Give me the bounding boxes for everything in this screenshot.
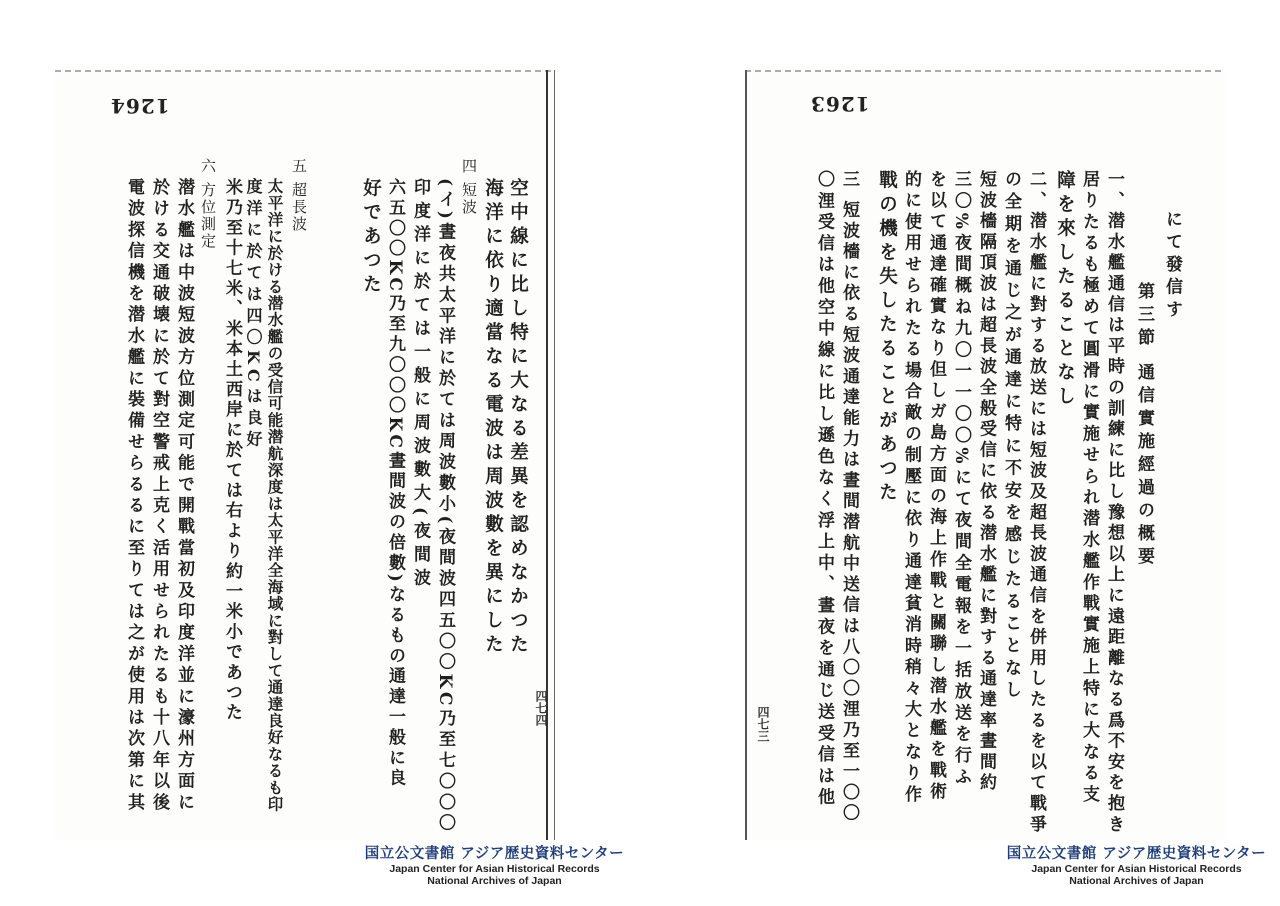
page-edge — [745, 70, 1225, 72]
page-edge — [55, 70, 555, 72]
archive-name-jp: 国立公文書館 アジア歴史資料センター — [1006, 846, 1267, 862]
text-column: 電波探信機を潜水艦に裝備せらるるに至りては之が使用は次第に其 — [124, 178, 144, 814]
archive-watermark — [352, 846, 637, 887]
text-column: 海洋に依り適當なる電波は周波數を異にした — [482, 178, 504, 658]
text-column: 好であつた — [360, 178, 382, 298]
archive-watermark — [994, 846, 1279, 887]
text-column: 的に使用せられたる場合敵の制壓に依り通達貧消時稍々大となり作 — [901, 170, 921, 806]
page-number: 1263 — [810, 92, 870, 116]
text-column: (イ)晝夜共太平洋に於ては周波數小(夜間波四五〇〇KC乃至七〇〇〇 — [435, 178, 455, 835]
text-column: 潜水艦は中波短波方位測定可能で開戰當初及印度洋並に濠州方面に — [174, 178, 194, 814]
text-column: 〇浬受信は他空中線に比し遜色なく浮上中、晝夜を通じ送受信は他 — [814, 170, 834, 809]
section-heading: 六 方位測定 — [199, 158, 217, 250]
folio-number: 四七四 — [534, 690, 548, 726]
text-column: 三〇%夜間概ね九〇一一〇〇%にて夜間全電報を一括放送を行ふ — [951, 170, 971, 789]
text-column: 印度洋に於ては一般に周波數大(夜間波 — [410, 178, 430, 593]
text-column: 六五〇〇KC乃至九〇〇〇KC晝間波の倍數)なるもの通達一般に良 — [385, 178, 405, 790]
text-column: 一、潜水艦通信は平時の訓練に比し豫想以上に遠距離なる爲不安を抱き — [1104, 170, 1124, 836]
section-heading: 五 超長波 — [290, 158, 308, 233]
chapter-heading: 第三節 通信實施經過の概要 — [1134, 282, 1154, 570]
text-column: 短波檣隔頂波は超長波全般受信に依る潜水艦に對する通達率晝間約 — [976, 170, 996, 794]
right-page — [745, 70, 1225, 840]
text-column: 空中線に比し特に大なる差異を認めなかつた — [507, 178, 529, 658]
archive-name-en-sub: National Archives of Japan — [1069, 874, 1204, 887]
page-number: 1264 — [110, 94, 170, 118]
archive-name-en-sub: National Archives of Japan — [427, 874, 562, 887]
left-page — [55, 70, 555, 840]
text-column: 米乃至十七米、米本土西岸に於ては右より約一米小であつた — [222, 178, 242, 724]
page-spine — [745, 70, 751, 840]
text-column: の全期を通じ之が通達に特に不安を感じたることなし — [1001, 170, 1021, 703]
folio-number: 四七三 — [756, 706, 770, 742]
text-column: 障を來したることなし — [1054, 170, 1076, 410]
text-column: 度洋に於ては四〇KCは良好 — [244, 178, 263, 452]
archive-name-jp: 国立公文書館 アジア歴史資料センター — [364, 846, 625, 862]
text-column: 太平洋に於ける潜水艦の受信可能潜航深度は太平洋全海域に對して通達良好なるも印 — [265, 178, 285, 813]
text-column: 居りたるも極めて圓滑に實施せられ潜水艦作戰實施上特に大なる支 — [1079, 170, 1099, 806]
archive-name-en: Japan Center for Asian Historical Records — [389, 862, 600, 875]
section-heading: 四 短波 — [460, 158, 478, 216]
text-column: 戰の機を失したることがあつた — [876, 170, 898, 506]
text-column: 於ける交通破壊に於て對空警戒上克く活用せられたるも十八年以後 — [149, 178, 169, 814]
archive-name-en: Japan Center for Asian Historical Records — [1031, 862, 1242, 875]
text-column: 二、潜水艦に對する放送には短波及超長波通信を併用したるを以て戰爭 — [1026, 170, 1046, 836]
text-column: にて發信す — [1162, 210, 1182, 323]
text-column: を以て通達確實なり但しガ島方面の海上作戰と關聯し潜水艦を戰術 — [926, 170, 946, 803]
text-column: 三 短波檣に依る短波通達能力は晝間潜航中送信は八〇〇浬乃至一〇〇 — [839, 170, 859, 825]
